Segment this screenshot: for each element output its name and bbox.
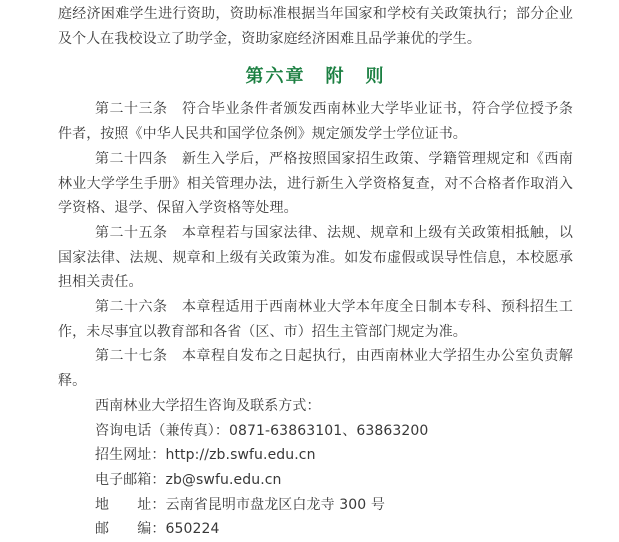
contact-intro-line: 西南林业大学招生咨询及联系方式：	[95, 397, 321, 414]
contact-address-line: 地 址：云南省昆明市盘龙区白龙寺 300 号	[95, 496, 385, 513]
chapter-heading: 第六章 附 则	[245, 66, 386, 88]
article-25-paragraph: 第二十五条 本章程若与国家法律、法规、规章和上级有关政策相抵触，以国家法律、法规、规章和上级有关政策为准。如发布虚假或误导性信息，本校愿承担相关责任。	[58, 224, 573, 291]
contact-postcode-line: 邮 编：650224	[95, 521, 220, 538]
article-23-paragraph: 第二十三条 符合毕业条件者颁发西南林业大学毕业证书，符合学位授予条件者，按照《中华人民共和国学位条例》规定颁发学士学位证书。	[58, 101, 573, 143]
article-27-paragraph: 第二十七条 本章程自发布之日起执行，由西南林业大学招生办公室负责解释。	[58, 348, 573, 390]
article-26-paragraph: 第二十六条 本章程适用于西南林业大学本年度全日制本专科、预科招生工作，未尽事宜以教育部和各省（区、市）招生主管部门规定为准。	[58, 299, 573, 340]
intro-continuation-paragraph: 庭经济困难学生进行资助，资助标准根据当年国家和学校有关政策执行；部分企业及个人在我校设立了助学金，资助家庭经济困难且品学兼优的学生。	[58, 6, 573, 47]
contact-website-line: 招生网址：http://zb.swfu.edu.cn	[95, 447, 316, 464]
contact-phone-line: 咨询电话（兼传真）：0871-63863101、63863200	[95, 422, 429, 439]
article-24-paragraph: 第二十四条 新生入学后，严格按照国家招生政策、学籍管理规定和《西南林业大学学生手册》相关管理办法，进行新生入学资格复查，对不合格者作取消入学资格、退学、保留入学资格等处理。	[58, 150, 573, 217]
contact-email-line: 电子邮箱：zb@swfu.edu.cn	[95, 471, 282, 488]
